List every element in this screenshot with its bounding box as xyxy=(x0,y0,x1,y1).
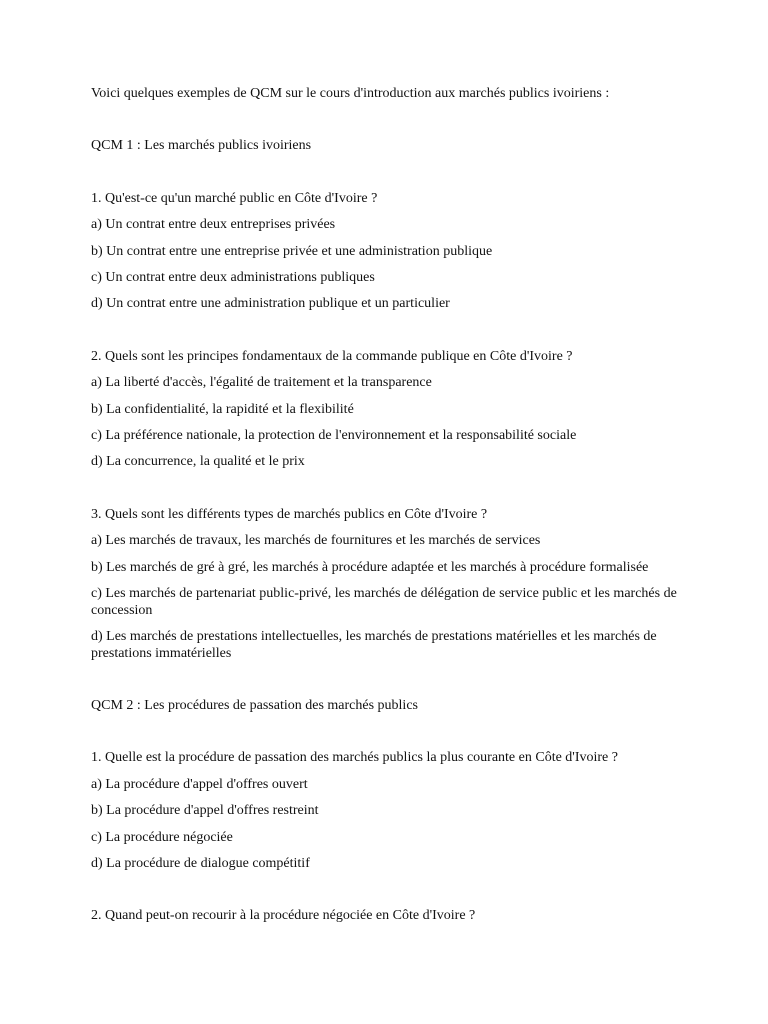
qcm2-q1-option-a: a) La procédure d'appel d'offres ouvert xyxy=(91,777,308,792)
qcm1-question-3: 3. Quels sont les différents types de marchés publics en Côte d'Ivoire ? xyxy=(91,507,488,522)
qcm1-q3-option-d: d) Les marchés de prestations intellectuelles, les marchés de prestations matérielles et les marchés de prestations immatérielles xyxy=(91,629,657,661)
qcm2-title: QCM 2 : Les procédures de passation des marchés publics xyxy=(91,698,418,713)
qcm1-q1-option-a: a) Un contrat entre deux entreprises privées xyxy=(91,217,336,232)
qcm1-q1-option-c: c) Un contrat entre deux administrations publiques xyxy=(91,270,375,285)
qcm1-q1-option-d: d) Un contrat entre une administration publique et un particulier xyxy=(91,296,450,311)
qcm2-q1-option-c: c) La procédure négociée xyxy=(91,830,233,845)
qcm1-q3-option-a: a) Les marchés de travaux, les marchés de fournitures et les marchés de services xyxy=(91,533,541,548)
qcm2-q1-option-d: d) La procédure de dialogue compétitif xyxy=(91,856,310,871)
qcm2-question-2: 2. Quand peut-on recourir à la procédure négociée en Côte d'Ivoire ? xyxy=(91,908,476,923)
qcm1-q2-option-a: a) La liberté d'accès, l'égalité de traitement et la transparence xyxy=(91,375,432,390)
qcm1-q2-option-c: c) La préférence nationale, la protection de l'environnement et la responsabilité sociale xyxy=(91,428,577,443)
qcm2-q1-option-b: b) La procédure d'appel d'offres restreint xyxy=(91,803,319,818)
intro-text: Voici quelques exemples de QCM sur le cours d'introduction aux marchés publics ivoiriens : xyxy=(91,86,610,101)
qcm1-question-2: 2. Quels sont les principes fondamentaux de la commande publique en Côte d'Ivoire ? xyxy=(91,349,573,364)
qcm1-q2-option-d: d) La concurrence, la qualité et le prix xyxy=(91,454,305,469)
qcm1-q3-option-c: c) Les marchés de partenariat public-privé, les marchés de délégation de service public et les marchés de concession xyxy=(91,586,677,618)
qcm1-q1-option-b: b) Un contrat entre une entreprise privée et une administration publique xyxy=(91,244,493,259)
qcm2-question-1: 1. Quelle est la procédure de passation des marchés publics la plus courante en Côte d'Ivoire ? xyxy=(91,750,618,765)
qcm1-q2-option-b: b) La confidentialité, la rapidité et la flexibilité xyxy=(91,402,354,417)
qcm1-question-1: 1. Qu'est-ce qu'un marché public en Côte d'Ivoire ? xyxy=(91,191,378,206)
qcm1-title: QCM 1 : Les marchés publics ivoiriens xyxy=(91,138,312,153)
qcm1-q3-option-b: b) Les marchés de gré à gré, les marchés à procédure adaptée et les marchés à procédure formalisée xyxy=(91,560,649,575)
